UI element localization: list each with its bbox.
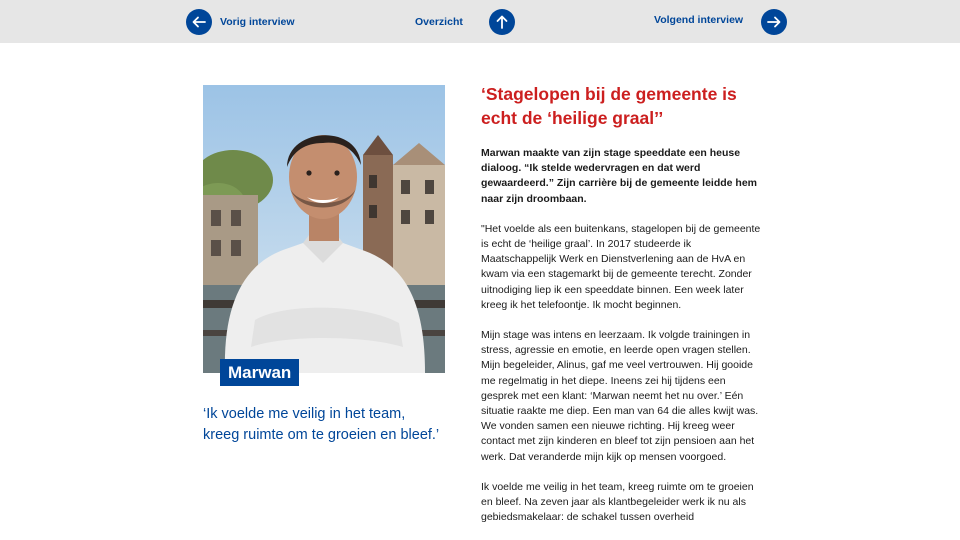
previous-interview-label: Vorig interview [220,16,295,28]
arrow-right-icon [761,9,787,35]
previous-interview-link[interactable] [186,9,295,35]
portrait-illustration [203,85,445,373]
article-headline: ‘Stagelopen bij de gemeente is echt de ‘heilige graal’’ [481,84,737,128]
overview-label: Overzicht [415,16,463,28]
pull-quote: ‘Ik voelde me veilig in het team, kreeg ruimte om te groeien en bleef.’ [203,406,440,443]
article-intro: Marwan maakte van zijn stage speeddate een heuse dialoog. “Ik stelde wedervragen en dat werd gewaardeerd.” Zijn carrière bij de gemeente leidde hem naar zijn droombaan. [481,147,758,205]
portrait-photo [203,85,445,373]
article-body [481,82,761,525]
person-name-tag: Marwan [220,359,299,386]
article-paragraph: "Het voelde als een buitenkans, stagelopen bij de gemeente is echt de ‘heilige graal’. In 2017 studeerde ik Maatschappelijk Werk en Dienstverlening aan de HvA en kwam via een stagemarkt bij de gemeente terecht. Zonder uitnodiging liep ik een speeddate binnen. Een week later kreeg ik het telefoontje. Ik mocht beginnen. [481,222,761,311]
top-navigation-bar [0,0,960,43]
arrow-left-icon [186,9,212,35]
next-interview-label: Volgend interview [654,13,744,26]
overview-link[interactable] [415,9,515,35]
article-paragraph: Mijn stage was intens en leerzaam. Ik volgde trainingen in stress, agressie en emotie, en leerde open vragen stellen. Mijn begeleider, Alinus, gaf me veel vertrouwen. Hij gooide me regelmatig in het diepe. Ineens zei hij tijdens een gesprek met een klant: ‘Marwan neemt het nu over.’ Eén situatie raakte me diep. Een man van 64 die alles kwijt was. We vonden samen een nieuwe richting. Hij kreeg weer contact met zijn kinderen en bleef tot zijn pensioen aan het werk. Dat veranderde mijn kijk op mensen voorgoed. [481,329,759,463]
arrow-up-icon [489,9,515,35]
article-paragraph: Ik voelde me veilig in het team, kreeg ruimte om te groeien en bleef. Na zeven jaar als klantbegeleider werk ik nu als gebiedsmakelaar: de schakel tussen overheid [481,480,754,524]
next-interview-link[interactable] [654,9,787,35]
